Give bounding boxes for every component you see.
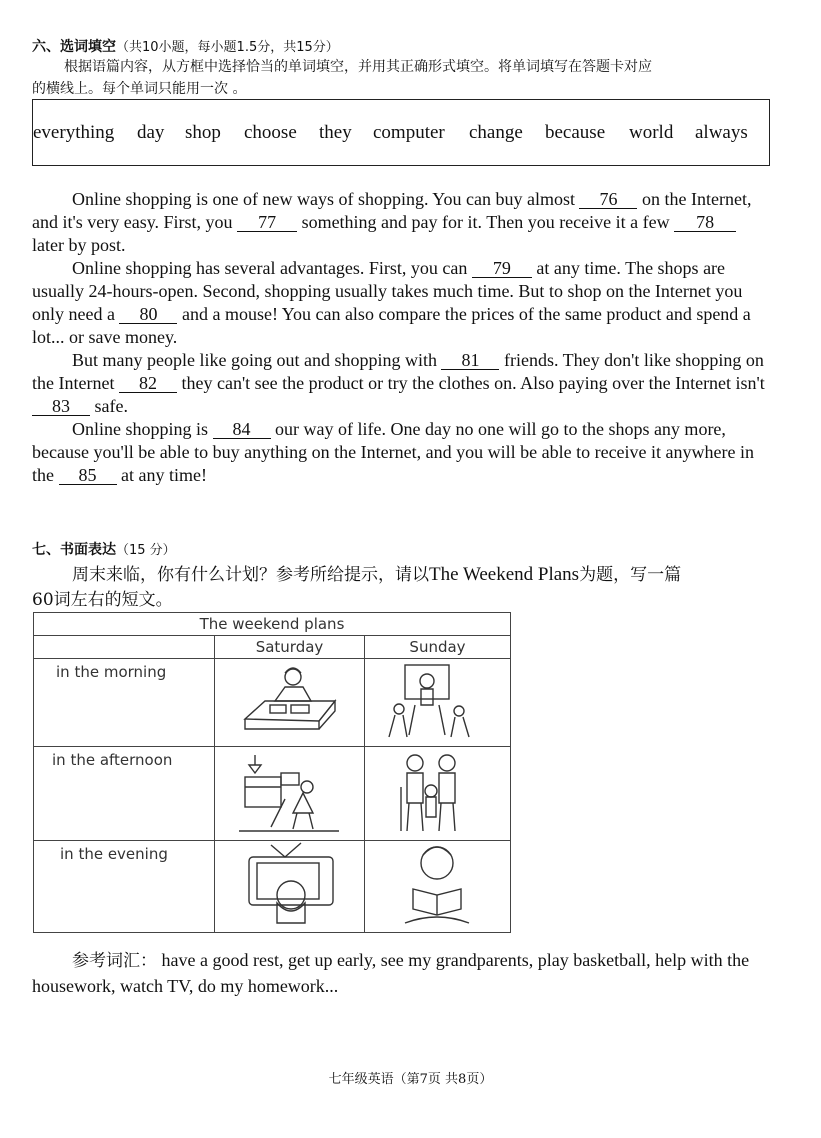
word-item: because (545, 122, 606, 143)
word-item: change (469, 122, 523, 143)
sat-evening-picture (215, 841, 365, 933)
word-item: day (137, 122, 165, 143)
word-item: choose (244, 122, 297, 143)
sat-afternoon-picture (215, 747, 365, 841)
section6-title (32, 36, 339, 56)
reference-vocabulary (32, 948, 772, 999)
blank-79[interactable]: 79 (472, 259, 532, 278)
writing-prompt-line2: 60词左右的短文。 (32, 590, 173, 610)
passage-paragraph-3: But many people like going out and shopping with 81 friends. They don't like shopping on the Internet 82 they can't see the product or try the clothes on. Also paying over the Internet isn't 83 safe. (32, 350, 765, 416)
blank-83[interactable]: 83 (32, 397, 90, 416)
section7-subtitle: （15 分） (116, 543, 176, 558)
section7-title-text: 七、书面表达 (32, 542, 116, 558)
blank-84[interactable]: 84 (213, 420, 271, 439)
row-afternoon: in the afternoon (34, 747, 215, 841)
grandparents-illustration (365, 747, 510, 836)
word-item: everything (33, 122, 115, 143)
sat-morning-picture (215, 659, 365, 747)
blank-78[interactable]: 78 (674, 213, 736, 232)
instruction-line2: 的横线上。每个单词只能用一次 。 (32, 81, 247, 97)
sun-evening-picture (365, 841, 511, 933)
writing-prompt-line1: 周末来临，你有什么计划？参考所给提示，请以The Weekend Plans为题，写一篇 (72, 564, 682, 585)
basketball-illustration (365, 659, 510, 742)
section6-title-text: 六、选词填空 (32, 39, 116, 55)
blank-77[interactable]: 77 (237, 213, 297, 232)
passage-paragraph-4: Online shopping is 84 our way of life. One day no one will go to the shops any more, because you'll be able to buy anything on the Internet, and you will be able to receive it anywhere in the 85 at any time! (32, 419, 755, 485)
col-saturday: Saturday (215, 636, 365, 659)
row-evening: in the evening (34, 841, 215, 933)
word-box (32, 99, 770, 166)
table-header: The weekend plans (34, 613, 511, 636)
reading-book-illustration (365, 841, 510, 928)
sun-afternoon-picture (365, 747, 511, 841)
word-item: always (695, 122, 748, 143)
section7-title (32, 539, 176, 559)
cloze-passage (32, 188, 772, 487)
housework-illustration (215, 747, 364, 836)
row-morning: in the morning (34, 659, 215, 747)
word-item: they (319, 122, 352, 143)
blank-80[interactable]: 80 (119, 305, 177, 324)
ref-label: 参考词汇： (72, 951, 157, 971)
sun-morning-picture (365, 659, 511, 747)
table-corner-cell (34, 636, 215, 659)
word-item: shop (185, 122, 221, 143)
ref-words: have a good rest, get up early, see my grandparents, play basketball, help with the housework, watch TV, do my homework... (32, 950, 750, 996)
instruction-line1: 根据语篇内容，从方框中选择恰当的单词填空，并用其正确形式填空。将单词填写在答题卡对应 (64, 59, 652, 75)
col-sunday: Sunday (365, 636, 511, 659)
word-item: computer (373, 122, 445, 143)
section6-subtitle: （共10小题，每小题1.5分，共15分） (116, 40, 339, 55)
word-item: world (629, 122, 674, 143)
blank-76[interactable]: 76 (579, 190, 637, 209)
watching-tv-illustration (215, 841, 364, 928)
page-footer: 七年级英语（第7页 共8页） (328, 1072, 493, 1087)
passage-paragraph-2: Online shopping has several advantages. First, you can 79 at any time. The shops are usually 24-hours-open. Second, shopping usually takes much time. But to shop on the Internet you only need a 80 and a mouse! You can also compare the prices of the same product and spend a lot... or save money. (32, 258, 751, 347)
blank-81[interactable]: 81 (441, 351, 499, 370)
passage-paragraph-1: Online shopping is one of new ways of shopping. You can buy almost 76 on the Internet, and it's very easy. First, you 77 something and pay for it. Then you receive it a few 78 later by post. (32, 189, 752, 255)
weekend-plans-table (33, 612, 511, 933)
blank-85[interactable]: 85 (59, 466, 117, 485)
reading-at-desk-illustration (215, 659, 364, 742)
blank-82[interactable]: 82 (119, 374, 177, 393)
